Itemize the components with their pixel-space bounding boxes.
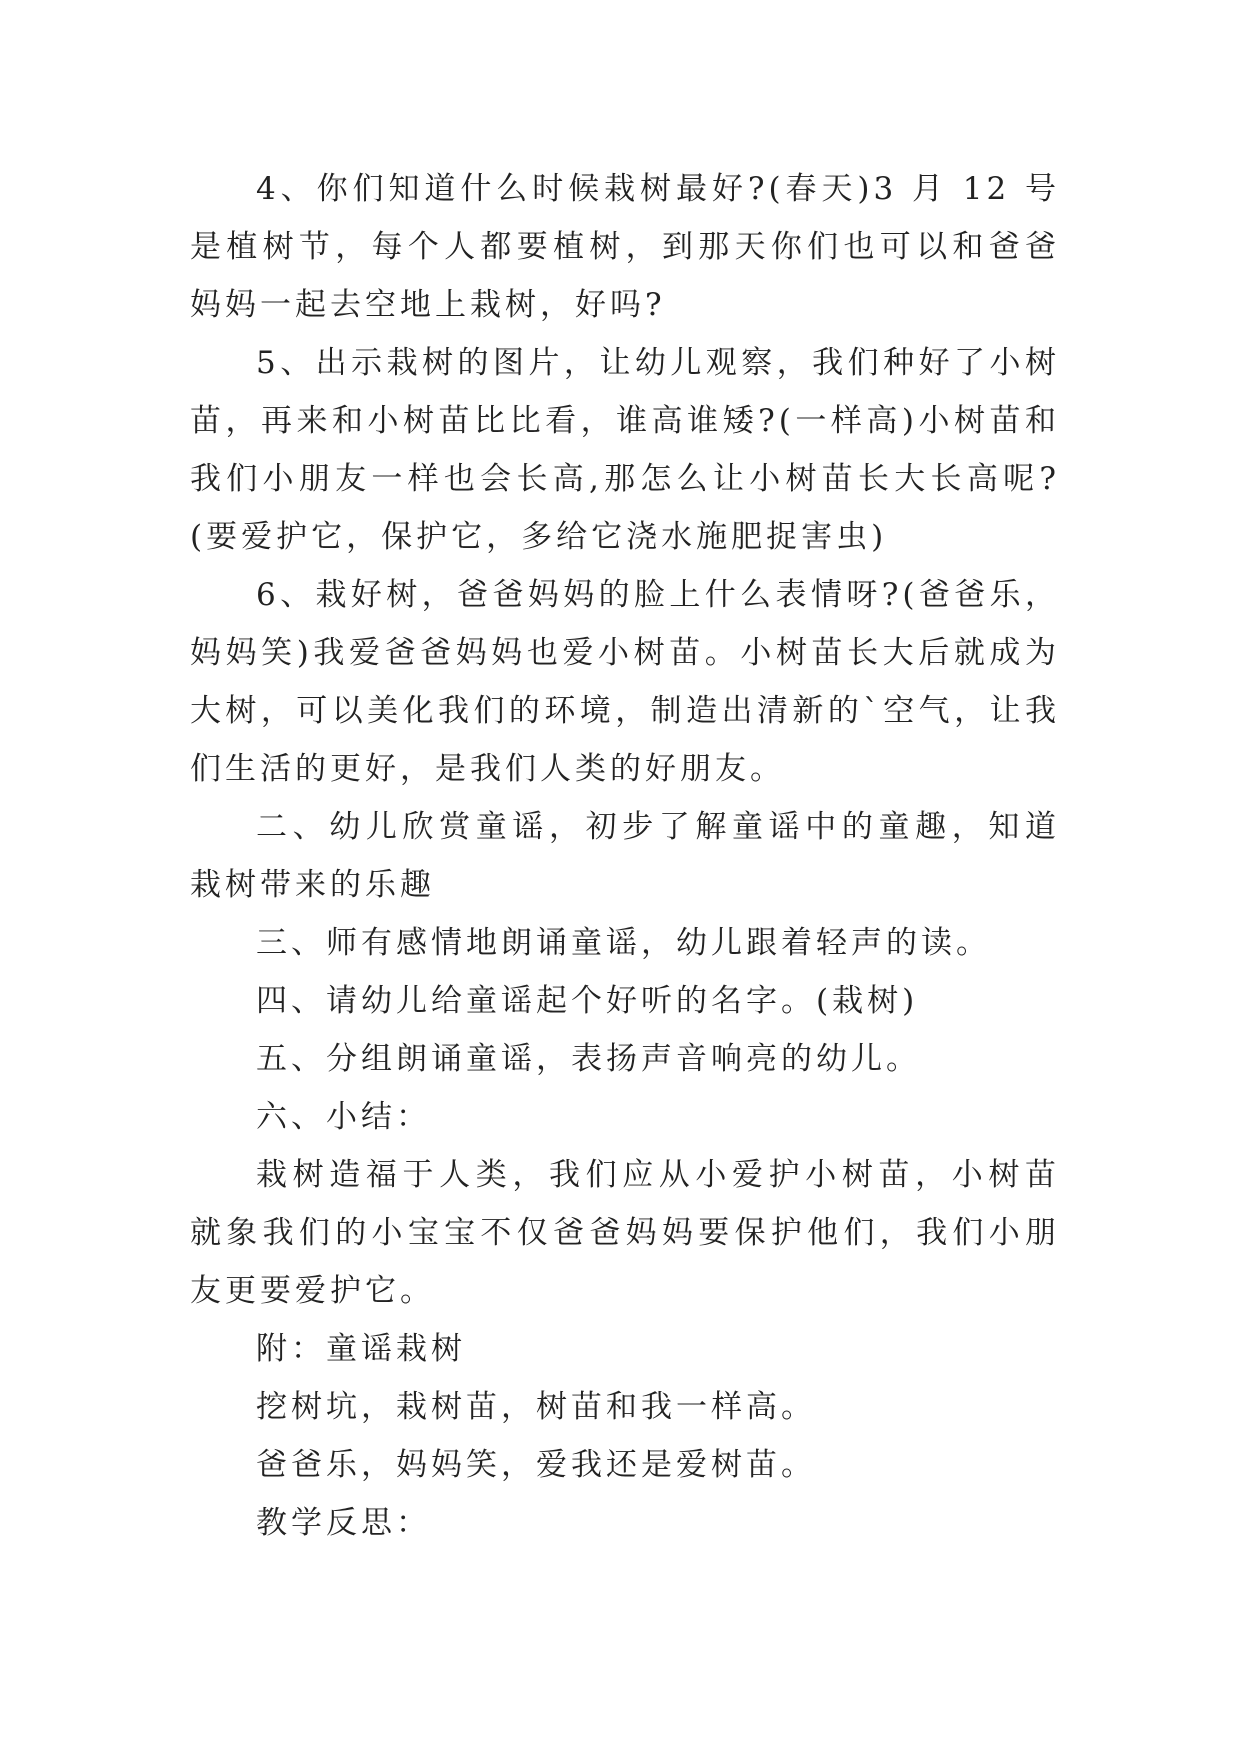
- paragraph-step-5: 5、出示栽树的图片，让幼儿观察，我们种好了小树苗，再来和小树苗比比看，谁高谁矮?(一样高)小树苗和我们小朋友一样也会长高,那怎么让小树苗长大长高呢?(要爱护它，保护它，多给它浇水施肥捉害虫): [190, 345, 1060, 555]
- paragraph-section-6-heading: 六、小结：: [256, 1099, 431, 1135]
- paragraph-section-4: 四、请幼儿给童谣起个好听的名字。(栽树): [256, 983, 919, 1019]
- paragraph-appendix-title: 附：童谣栽树: [256, 1331, 466, 1367]
- paragraph-step-6: 6、栽好树，爸爸妈妈的脸上什么表情呀?(爸爸乐，妈妈笑)我爱爸爸妈妈也爱小树苗。小树苗长大后就成为大树，可以美化我们的环境，制造出清新的`空气，让我们生活的更好，是我们人类的好朋友。: [190, 577, 1060, 787]
- paragraph-section-3: 三、师有感情地朗诵童谣，幼儿跟着轻声的读。: [256, 925, 991, 961]
- paragraph-reflection-heading: 教学反思：: [256, 1505, 431, 1541]
- paragraph-section-5: 五、分组朗诵童谣，表扬声音响亮的幼儿。: [256, 1041, 921, 1077]
- paragraph-rhyme-line-2: 爸爸乐，妈妈笑，爱我还是爱树苗。: [256, 1447, 816, 1483]
- paragraph-summary: 栽树造福于人类，我们应从小爱护小树苗，小树苗就象我们的小宝宝不仅爸爸妈妈要保护他们，我们小朋友更要爱护它。: [190, 1157, 1060, 1309]
- paragraph-rhyme-line-1: 挖树坑，栽树苗，树苗和我一样高。: [256, 1389, 816, 1425]
- document-body: [190, 160, 1060, 1552]
- paragraph-section-2: 二、幼儿欣赏童谣，初步了解童谣中的童趣，知道栽树带来的乐趣: [190, 809, 1060, 903]
- paragraph-step-4: 4、你们知道什么时候栽树最好?(春天)3 月 12 号是植树节，每个人都要植树，到那天你们也可以和爸爸妈妈一起去空地上栽树，好吗?: [190, 171, 1060, 323]
